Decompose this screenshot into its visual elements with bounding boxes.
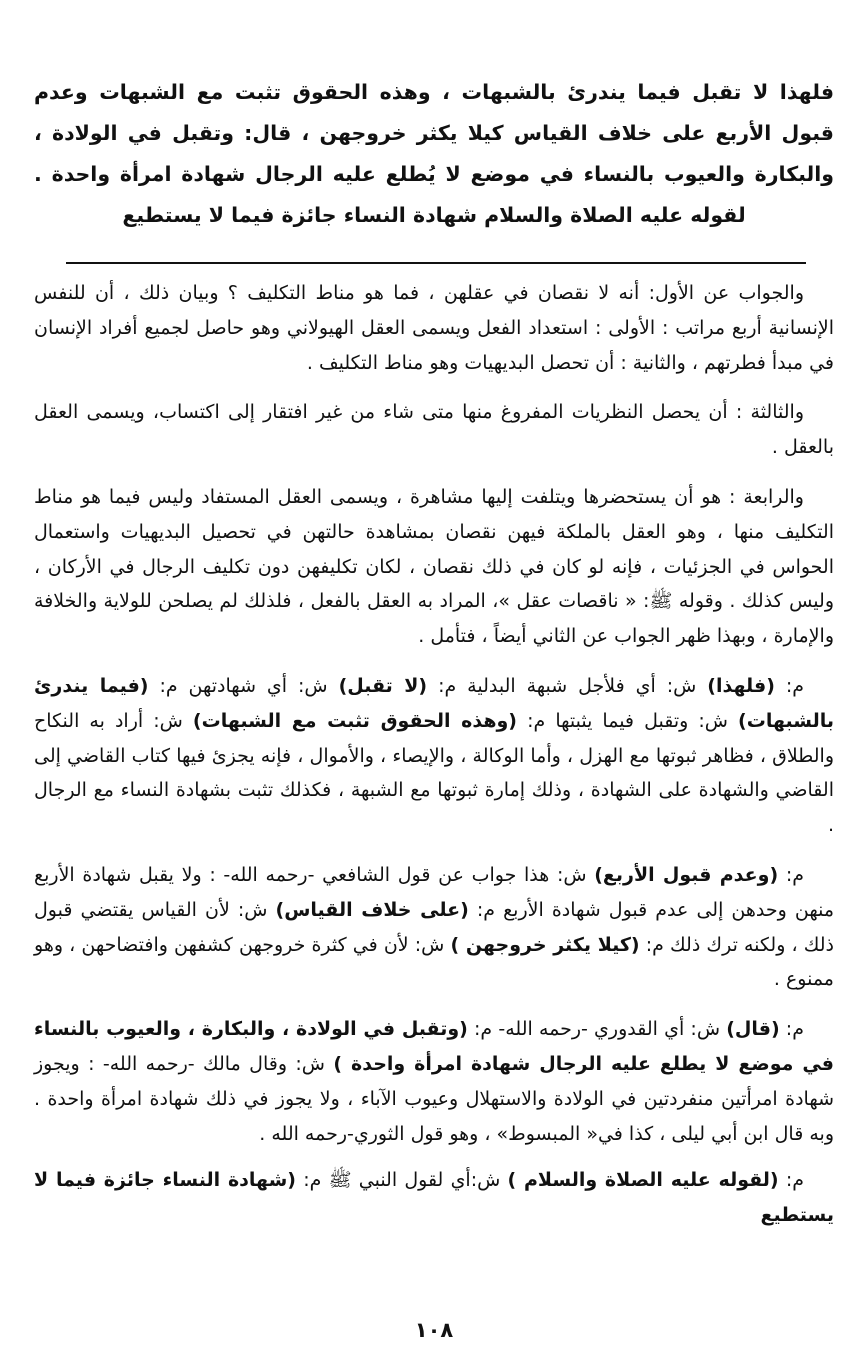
quoted-matn: (شهادة النساء جائزة فيما لا يستطيع [34,1169,834,1227]
text-run: ش: هذا جواب عن قول الشافعي -رحمه الله- : ولا يقبل شهادة الأربع منهن وحدهن إلى عدم قبول شهادة الأربع م: [34,863,834,921]
text-run: ش: وقال مالك -رحمه الله- : ويجوز شهادة امرأتين منفردتين في الولادة والاستهلال وعيوب الآباء ، ولا يجوز في ذلك شهادة امرأة واحدة . وبه قال ابن أبي ليلى ، كذا في« المبسوط» ، وهو قول الثوري-رحمه الله . [34,1052,834,1145]
commentary-paragraph [34,1163,834,1233]
commentary-paragraph [34,858,834,997]
text-run: ش: أي فلأجل شبهة البدلية م: [427,674,708,697]
quoted-matn: (على خلاف القياس) [275,898,469,921]
text-run: ش: لأن في كثرة خروجهن كشفهن وافتضاحهن ، وهو ممنوع . [34,933,834,991]
page-number: ١٠٨ [414,1318,454,1342]
text-run: م: [779,1018,804,1041]
quoted-matn: (وهذه الحقوق تثبت مع الشبهات) [192,709,517,732]
text-run: ش: أي القدوري -رحمه الله- م: [467,1018,727,1041]
commentary-paragraph: والرابعة : هو أن يستحضرها ويتلفت إليها مشاهرة ، ويسمى العقل المستفاد وليس فيما هو مناط التكليف منها ، وهو العقل بالملكة فيهن نقصان بمشاهدة حالتهن في تحصيل البديهيات واستعمال الحواس في الجزئيات ، فإنه لو كان في ذلك نقصان ، لكان تكليفهن دون تكليف الرجال في الأركان ، وليس كذلك . وقوله ﷺ: « ناقصات عقل »، المراد به العقل بالفعل ، فلذلك لم يصلحن للولاية والخلافة والإمارة ، وبهذا ظهر الجواب عن الثاني أيضاً ، فتأمل . [34,485,834,648]
quoted-matn: (فلهذا) [707,674,775,697]
divider-line [66,262,806,264]
quoted-matn: (وعدم قبول الأربع) [594,863,779,886]
text-run: ش:أي لقول النبي ﷺ م: [295,1169,508,1192]
text-run: ش: أراد به النكاح والطلاق ، فظاهر ثبوتها مع الهزل ، وأما الوكالة ، والإيصاء ، والأموال ، فإنه يجزئ فيها كتاب القاضي إلى القاضي والشهادة على الشهادة ، وذلك إمارة ثبوتها مع الشبهة ، فكذلك تثبت بشهادة النساء مع الرجال . [34,709,834,837]
text-run: م: [774,674,804,697]
text-run: م: [778,1169,804,1192]
commentary-paragraph: والثالثة : أن يحصل النظريات المفروغ منها متى شاء من غير افتقار إلى اكتساب، ويسمى العقل بالعقل . [34,401,834,459]
text-run: ش: أي شهادتهن م: [148,674,339,697]
commentary-paragraph [34,1012,834,1151]
text-run: ش: لأن القياس يقتضي قبول ذلك ، ولكنه ترك ذلك م: [34,898,835,956]
commentary-paragraph [34,669,834,843]
quoted-matn: (لا تقبل) [338,674,428,697]
commentary [34,276,834,1248]
quoted-matn: (وتقبل في الولادة ، والبكارة ، والعيوب بالنساء في موضع لا يطلع عليه الرجال شهادة امرأة واحدة ) [34,1018,835,1075]
quoted-matn: (فيما يندرئ بالشبهات) [34,674,834,732]
quoted-matn: (قال) [726,1018,780,1041]
text-run: م: [778,863,804,886]
quoted-matn: (لقوله عليه الصلاة والسلام ) [507,1169,779,1192]
text-run: ش: وتقبل فيما يثبتها م: [517,709,739,732]
quoted-matn: (كيلا يكثر خروجهن ) [450,933,640,956]
commentary-paragraph: والجواب عن الأول: أنه لا نقصان في عقلهن ، فما هو مناط التكليف ؟ وبيان ذلك ، أن للنفس الإنسانية أربع مراتب : الأولى : استعداد الفعل ويسمى العقل الهيولاني وهو حاصل لجميع أفراد الإنسان في مبدأ فطرتهم ، والثانية : أن تحصل البديهيات وهو مناط التكليف . [34,282,834,374]
main-text: فلهذا لا تقبل فيما يندرئ بالشبهات ، وهذه الحقوق تثبت مع الشبهات وعدم قبول الأربع على خلاف القياس كيلا يكثر خروجهن ، قال: وتقبل في الولادة ، والبكارة والعيوب بالنساء في موضع لا يُطلع عليه الرجال شهادة امرأة واحدة . لقوله عليه الصلاة والسلام شهادة النساء جائزة فيما لا يستطيع [34,80,834,227]
